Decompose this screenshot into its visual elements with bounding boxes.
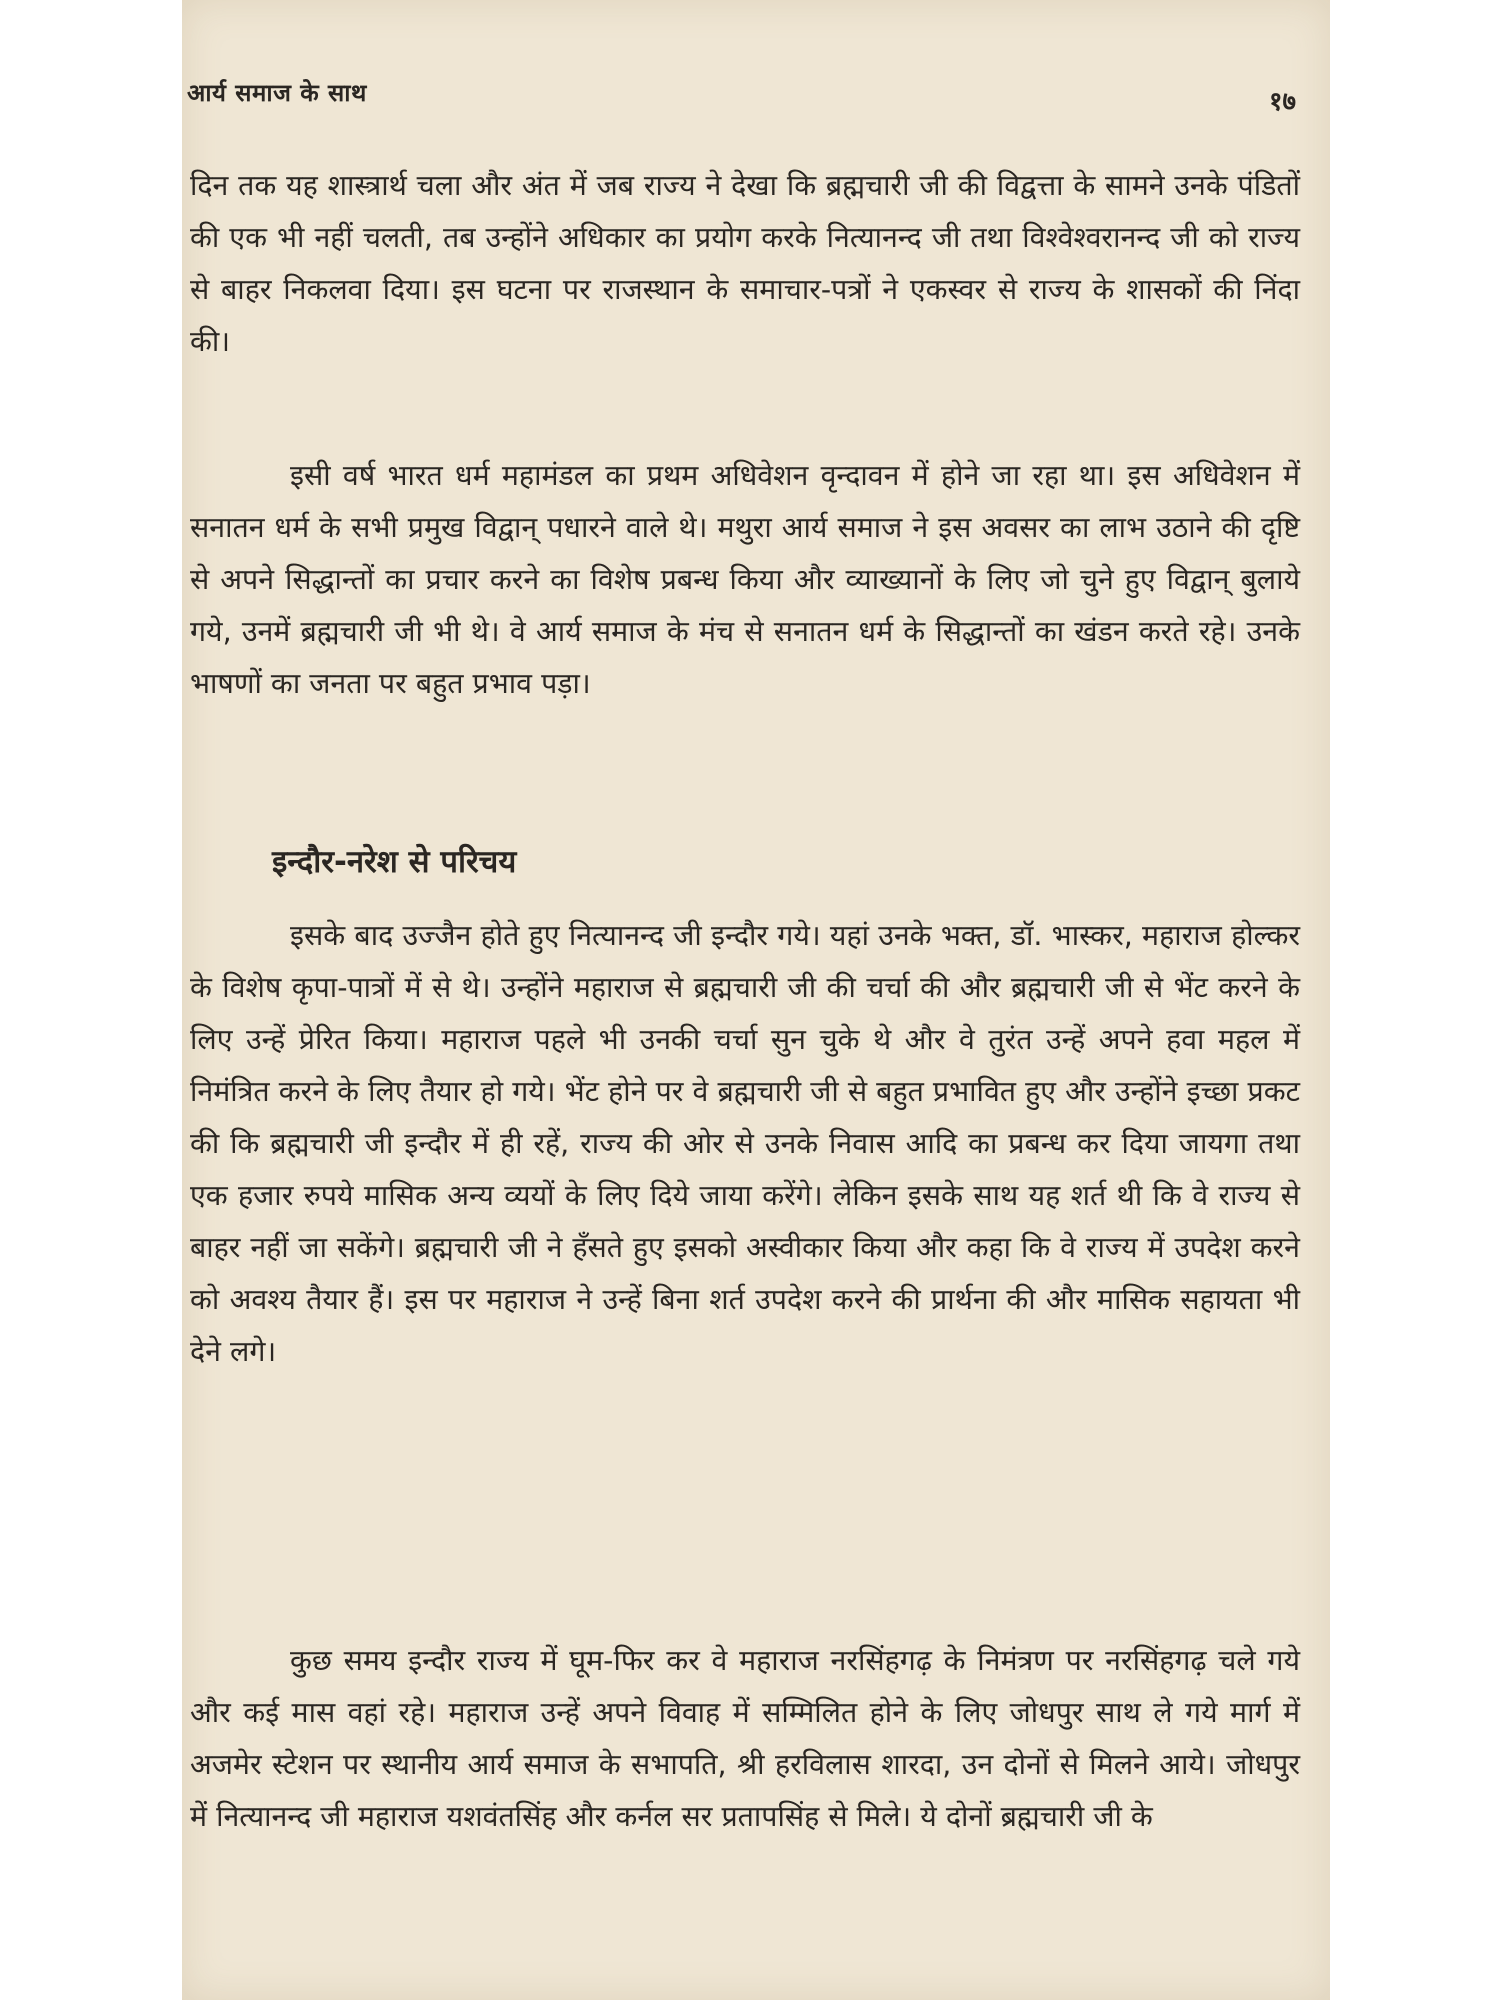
paragraph: दिन तक यह शास्त्रार्थ चला और अंत में जब राज्य ने देखा कि ब्रह्मचारी जी की विद्वत्ता के सामने उनके पंडितों की एक भी नहीं चलती, तब उन्होंने अधिकार का प्रयोग करके नित्यानन्द जी तथा विश्वेश्वरानन्द जी को राज्य से बाहर निकलवा दिया। इस घटना पर राजस्थान के समाचार-पत्रों ने एकस्वर से राज्य के शासकों की निंदा की। bbox=[190, 169, 1300, 358]
paragraph-block-3 bbox=[190, 910, 1300, 1378]
section-heading: इन्दौर-नरेश से परिचय bbox=[272, 844, 517, 880]
running-title: आर्य समाज के साथ bbox=[187, 79, 367, 107]
paragraph-block-1 bbox=[190, 160, 1300, 368]
paragraph: इसके बाद उज्जैन होते हुए नित्यानन्द जी इन्दौर गये। यहां उनके भक्त, डॉ. भास्कर, महाराज होल्कर के विशेष कृपा-पात्रों में से थे। उन्होंने महाराज से ब्रह्मचारी जी की चर्चा की और ब्रह्मचारी जी से भेंट करने के लिए उन्हें प्रेरित किया। महाराज पहले भी उनकी चर्चा सुन चुके थे और वे तुरंत उन्हें अपने हवा महल में निमंत्रित करने के लिए तैयार हो गये। भेंट होने पर वे ब्रह्मचारी जी से बहुत प्रभावित हुए और उन्होंने इच्छा प्रकट की कि ब्रह्मचारी जी इन्दौर में ही रहें, राज्य की ओर से उनके निवास आदि का प्रबन्ध कर दिया जायगा तथा एक हजार रुपये मासिक अन्य व्ययों के लिए दिये जाया करेंगे। लेकिन इसके साथ यह शर्त थी कि वे राज्य से बाहर नहीं जा सकेंगे। ब्रह्मचारी जी ने हँसते हुए इसको अस्वीकार किया और कहा कि वे राज्य में उपदेश करने को अवश्य तैयार हैं। इस पर महाराज ने उन्हें बिना शर्त उपदेश करने की प्रार्थना की और मासिक सहायता भी देने लगे। bbox=[190, 919, 1300, 1368]
page-number: १७ bbox=[1268, 87, 1296, 117]
paragraph: इसी वर्ष भारत धर्म महामंडल का प्रथम अधिवेशन वृन्दावन में होने जा रहा था। इस अधिवेशन में सनातन धर्म के सभी प्रमुख विद्वान् पधारने वाले थे। मथुरा आर्य समाज ने इस अवसर का लाभ उठाने की दृष्टि से अपने सिद्धान्तों का प्रचार करने का विशेष प्रबन्ध किया और व्याख्यानों के लिए जो चुने हुए विद्वान् बुलाये गये, उनमें ब्रह्मचारी जी भी थे। वे आर्य समाज के मंच से सनातन धर्म के सिद्धान्तों का खंडन करते रहे। उनके भाषणों का जनता पर बहुत प्रभाव पड़ा। bbox=[190, 459, 1300, 700]
paragraph: कुछ समय इन्दौर राज्य में घूम-फिर कर वे महाराज नरसिंहगढ़ के निमंत्रण पर नरसिंहगढ़ चले गये और कई मास वहां रहे। महाराज उन्हें अपने विवाह में सम्मिलित होने के लिए जोधपुर साथ ले गये मार्ग में अजमेर स्टेशन पर स्थानीय आर्य समाज के सभापति, श्री हरविलास शारदा, उन दोनों से मिलने आये। जोधपुर में नित्यानन्द जी महाराज यशवंतसिंह और कर्नल सर प्रतापसिंह से मिले। ये दोनों ब्रह्मचारी जी के bbox=[190, 1644, 1300, 1833]
book-page bbox=[182, 0, 1330, 2000]
paragraph-block-2 bbox=[190, 450, 1300, 710]
paragraph-block-4 bbox=[190, 1635, 1300, 1843]
running-header bbox=[182, 72, 1330, 117]
